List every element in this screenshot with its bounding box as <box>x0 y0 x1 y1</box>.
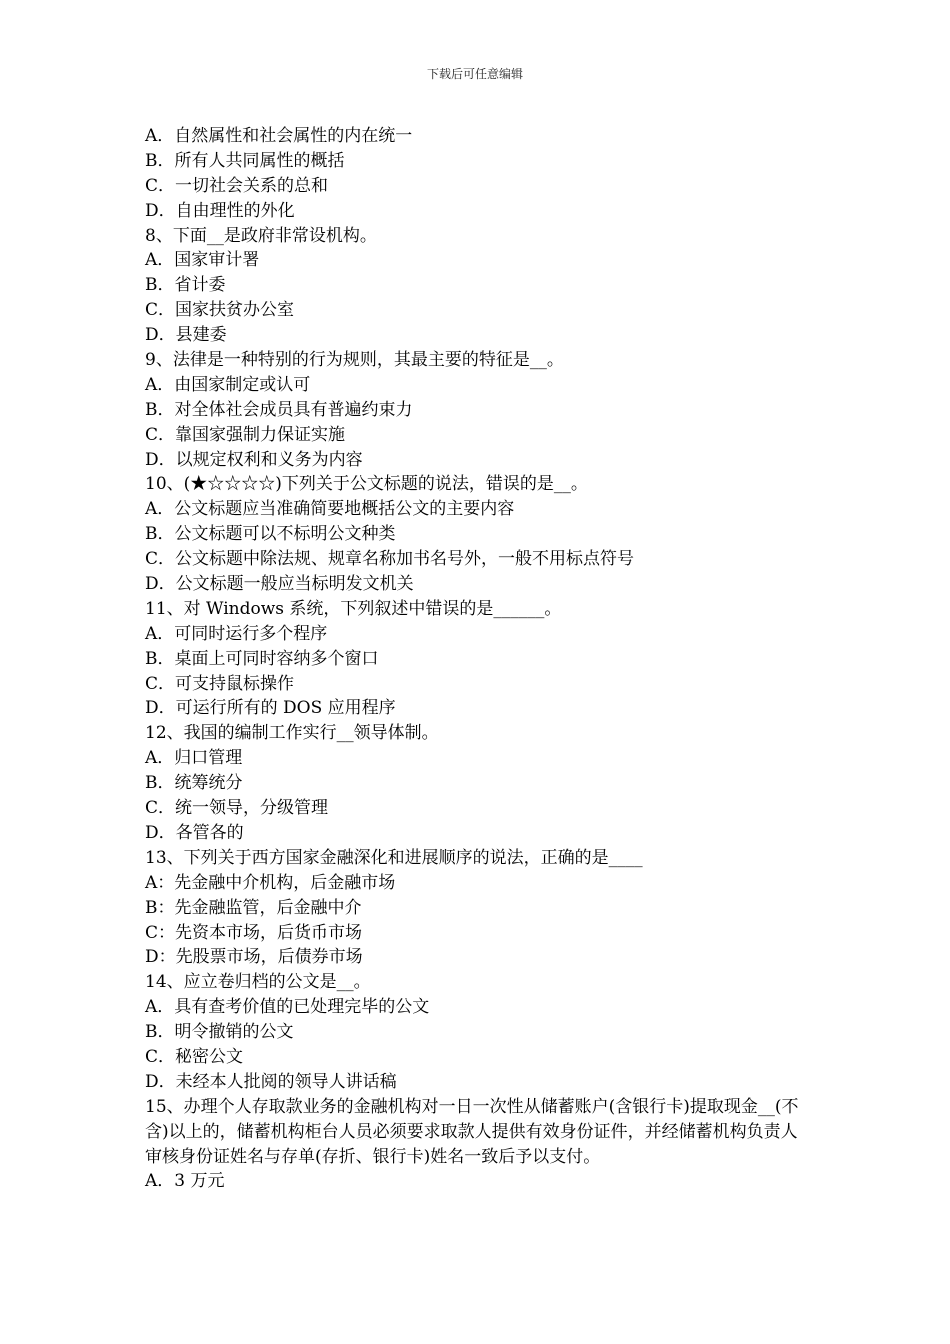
q11-option-b: B．桌面上可同时容纳多个窗口 <box>145 648 379 669</box>
q10-option-d: D．公文标题一般应当标明发文机关 <box>145 574 414 595</box>
q9-option-a: A．由国家制定或认可 <box>145 374 311 395</box>
q12-option-b: B．统筹统分 <box>145 773 243 794</box>
q15-question: 15、办理个人存取款业务的金融机构对一日一次性从储蓄账户(含银行卡)提取现金__(不含)以上的，储蓄机构柜台人员必须要求取款人提供有效身份证件，并经储蓄机构负责人审核身份证姓名与存单(存折、银行卡)姓名一致后予以支付。 <box>145 1096 799 1167</box>
q8-option-c: C．国家扶贫办公室 <box>145 300 295 321</box>
q13-question: 13、下列关于西方国家金融深化和进展顺序的说法，正确的是____ <box>145 847 643 868</box>
page-header: 下载后可任意编辑 <box>426 67 523 81</box>
q11-question: 11、对 Windows 系统，下列叙述中错误的是______。 <box>145 598 562 619</box>
q9-option-d: D．以规定权利和义务为内容 <box>145 449 363 470</box>
q8-option-d: D．县建委 <box>145 325 227 346</box>
q10-option-b: B．公文标题可以不标明公文种类 <box>145 524 396 545</box>
q14-option-d: D．未经本人批阅的领导人讲话稿 <box>145 1071 397 1092</box>
q8-option-a: A．国家审计署 <box>145 250 260 271</box>
q9-question: 9、法律是一种特别的行为规则，其最主要的特征是__。 <box>145 350 564 371</box>
q14-option-a: A．具有查考价值的已处理完毕的公文 <box>145 997 430 1018</box>
q9-option-c: C．靠国家强制力保证实施 <box>145 424 346 445</box>
q12-option-c: C．统一领导，分级管理 <box>145 798 329 819</box>
q13-option-a: A：先金融中介机构，后金融市场 <box>145 872 396 893</box>
q14-question: 14、应立卷归档的公文是__。 <box>145 972 371 993</box>
document-body <box>145 124 815 1194</box>
q12-question: 12、我国的编制工作实行__领导体制。 <box>145 723 439 744</box>
q12-option-a: A．归口管理 <box>145 748 243 769</box>
q8-question: 8、下面__是政府非常设机构。 <box>145 225 377 246</box>
q13-option-c: C：先资本市场，后货币市场 <box>145 922 363 943</box>
q14-option-c: C．秘密公文 <box>145 1046 244 1067</box>
q12-option-d: D．各管各的 <box>145 822 244 843</box>
q10-option-c: C．公文标题中除法规、规章名称加书名号外，一般不用标点符号 <box>145 549 635 570</box>
q10-question: 10、(★☆☆☆☆)下列关于公文标题的说法，错误的是__。 <box>145 474 588 495</box>
q7-option-a: A．自然属性和社会属性的内在统一 <box>145 126 413 146</box>
q8-option-b: B．省计委 <box>145 275 226 296</box>
q7-option-b: B．所有人共同属性的概括 <box>145 150 345 171</box>
q11-option-c: C．可支持鼠标操作 <box>145 673 295 694</box>
q14-option-b: B．明令撤销的公文 <box>145 1022 294 1043</box>
q7-option-c: C．一切社会关系的总和 <box>145 175 329 196</box>
q11-option-d: D．可运行所有的 DOS 应用程序 <box>145 698 396 719</box>
q9-option-b: B．对全体社会成员具有普遍约束力 <box>145 399 413 420</box>
q7-option-d: D．自由理性的外化 <box>145 200 295 221</box>
q13-option-d: D：先股票市场，后债券市场 <box>145 947 363 968</box>
q11-option-a: A．可同时运行多个程序 <box>145 623 328 644</box>
q15-option-a: A．3 万元 <box>145 1171 225 1192</box>
q10-option-a: A．公文标题应当准确简要地概括公文的主要内容 <box>145 499 515 520</box>
q13-option-b: B：先金融监管，后金融中介 <box>145 897 362 918</box>
